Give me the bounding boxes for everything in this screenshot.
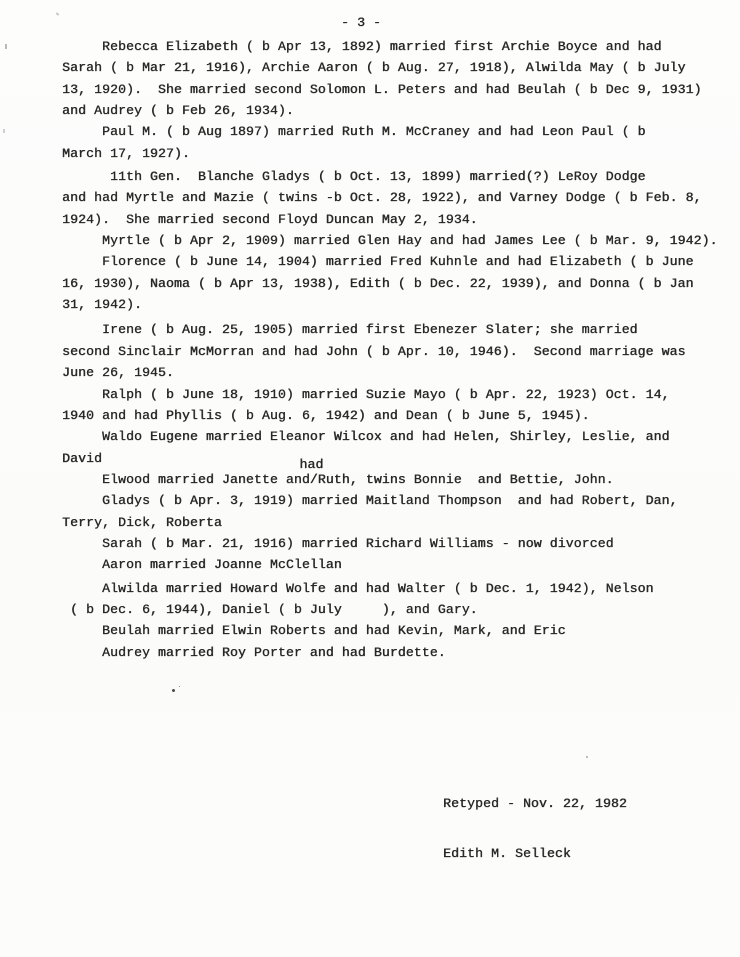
text-line: David bbox=[62, 450, 102, 466]
text-line: Waldo Eugene married Eleanor Wilcox and had Helen, Shirley, Leslie, and bbox=[62, 429, 670, 445]
text-line: Sarah ( b Mar 21, 1916), Archie Aaron ( b Aug. 27, 1918), Alwilda May ( b July bbox=[62, 60, 686, 76]
text-line: Myrtle ( b Apr 2, 1909) married Glen Hay and had James Lee ( b Mar. 9, 1942). bbox=[62, 233, 718, 249]
text-line: 13, 1920). She married second Solomon L. Peters and had Beulah ( b Dec 9, 1931) bbox=[62, 81, 702, 97]
text-line: Florence ( b June 14, 1904) married Fred Kuhnle and had Elizabeth ( b June bbox=[62, 254, 694, 270]
text-line: 16, 1930), Naoma ( b Apr 13, 1938), Edith ( b Dec. 22, 1939), and Donna ( b Jan bbox=[62, 275, 694, 291]
typed-insertion: had bbox=[299, 456, 324, 472]
text-line: Audrey married Roy Porter and had Burdette. bbox=[62, 644, 446, 660]
colophon bbox=[443, 763, 627, 895]
text-line: Elwood married Janette and/Ruth, twins Bonnie and Bettie, John. had bbox=[62, 456, 614, 487]
scan-speck bbox=[5, 44, 7, 49]
scan-speck bbox=[586, 756, 588, 758]
page-number: - 3 - bbox=[341, 15, 381, 30]
text-line: 11th Gen. Blanche Gladys ( b Oct. 13, 1899) married(?) LeRoy Dodge bbox=[62, 169, 646, 185]
text-line: 31, 1942). bbox=[62, 297, 142, 313]
text-line: Gladys ( b Apr. 3, 1919) married Maitland Thompson and had Robert, Dan, bbox=[62, 493, 678, 509]
text-line: Alwilda married Howard Wolfe and had Walter ( b Dec. 1, 1942), Nelson bbox=[62, 580, 654, 596]
text-line: second Sinclair McMorran and had John ( b Apr. 10, 1946). Second marriage was bbox=[62, 343, 686, 359]
colophon-retyped-date: Retyped - Nov. 22, 1982 bbox=[443, 796, 627, 811]
text-line: Aaron married Joanne McClellan bbox=[62, 557, 342, 573]
text-line: and had Myrtle and Mazie ( twins -b Oct. 28, 1922), and Varney Dodge ( b Feb. 8, bbox=[62, 190, 702, 206]
text-line: and Audrey ( b Feb 26, 1934). bbox=[62, 103, 294, 119]
scan-speck bbox=[172, 689, 175, 692]
text-line: ( b Dec. 6, 1944), Daniel ( b July ), and Gary. bbox=[62, 601, 478, 617]
text-line: March 17, 1927). bbox=[62, 145, 190, 161]
document-body bbox=[62, 36, 730, 663]
text-line: Paul M. ( b Aug 1897) married Ruth M. McCraney and had Leon Paul ( b bbox=[62, 124, 646, 140]
text-line: Rebecca Elizabeth ( b Apr 13, 1892) married first Archie Boyce and had bbox=[62, 39, 662, 54]
text-line: 1940 and had Phyllis ( b Aug. 6, 1942) and Dean ( b June 5, 1945). bbox=[62, 407, 590, 423]
colophon-typist-name: Edith M. Selleck bbox=[443, 845, 571, 861]
text-line: 1924). She married second Floyd Duncan May 2, 1934. bbox=[62, 211, 478, 227]
text-line: Ralph ( b June 18, 1910) married Suzie Mayo ( b Apr. 22, 1923) Oct. 14, bbox=[62, 386, 670, 402]
text-line: Beulah married Elwin Roberts and had Kevin, Mark, and Eric bbox=[62, 623, 566, 639]
text-line: June 26, 1945. bbox=[62, 365, 174, 381]
text-line: Terry, Dick, Roberta bbox=[62, 514, 222, 530]
text-line: Irene ( b Aug. 25, 1905) married first Ebenezer Slater; she married bbox=[62, 322, 638, 338]
scan-speck bbox=[3, 129, 5, 133]
scan-speck bbox=[56, 12, 60, 15]
text-line: Sarah ( b Mar. 21, 1916) married Richard Williams - now divorced bbox=[62, 535, 614, 551]
